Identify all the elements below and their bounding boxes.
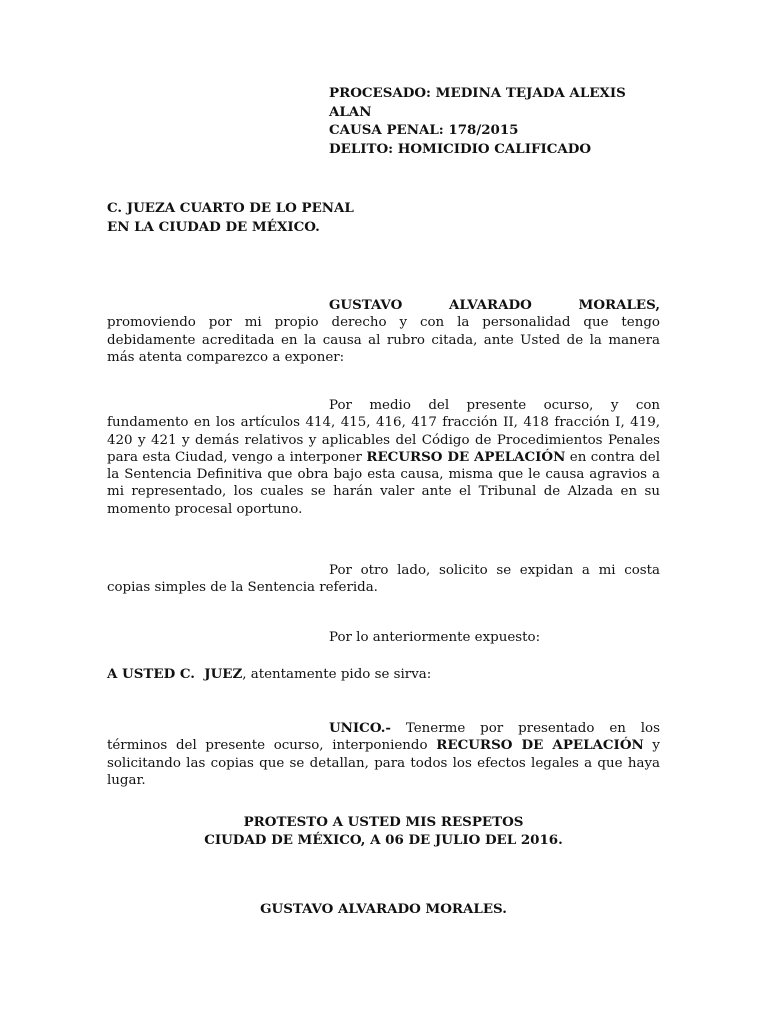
addressee-line-1: C. JUEZA CUARTO DE LO PENAL: [107, 200, 354, 216]
procesado-line: PROCESADO: MEDINA TEJADA ALEXIS: [329, 85, 626, 101]
body1-text-b: en contra del la Sentencia Definitiva que obra bajo esta causa, misma que le causa agravios a mi representado, los cuales se harán valer ante el Tribunal de Alzada en su momento procesal oportuno.: [107, 449, 660, 517]
intro-text: promoviendo por mi propio derecho y con la personalidad que tengo debidamente acreditada en la causa al rubro citada, ante Usted de la manera más atenta comparezco a exponer:: [107, 315, 660, 365]
recurso-bold-2: RECURSO DE APELACIÓN: [436, 737, 644, 754]
closing-line-2: CIUDAD DE MÉXICO, A 06 DE JULIO DEL 2016.: [204, 832, 563, 848]
body-paragraph-copias: [107, 562, 660, 597]
body-paragraph-expuesto: [329, 629, 660, 646]
unico-bold: UNICO.-: [329, 720, 391, 736]
petition-bold: A USTED C. JUEZ: [107, 666, 243, 682]
recurso-bold: RECURSO DE APELACIÓN: [366, 448, 566, 465]
addressee: [107, 199, 507, 236]
body3-text: Por lo anteriormente expuesto:: [329, 630, 541, 645]
promovente-name: [329, 297, 660, 314]
addressee-line-2: EN LA CIUDAD DE MÉXICO.: [107, 218, 320, 235]
unico-text-b: y solicitando las copias que se detallan, para todos los efectos legales a que haya lugar.: [107, 738, 660, 788]
petition-text: , atentamente pido se sirva:: [242, 667, 432, 682]
unico-text-a: Tenerme por presentado en los términos del presente ocurso, interponiendo: [107, 721, 660, 754]
unico-paragraph: [107, 720, 660, 789]
signature: [107, 900, 660, 918]
name-word: ALVARADO: [449, 297, 532, 313]
name-word: GUSTAVO: [329, 297, 403, 313]
closing: [107, 813, 660, 849]
causa-penal: CAUSA PENAL: 178/2015: [329, 122, 519, 138]
petition: [107, 666, 660, 683]
procesado-line-continued: ALAN: [329, 103, 372, 120]
body-paragraph-recurso: [107, 397, 660, 518]
body1-text-a: Por medio del presente ocurso, y con fundamento en los artículos 414, 415, 416, 417 fracción II, 418 fracción I, 419, 420 y 421 y demás relativos y aplicables del Código de Procedimientos Penales para esta Ciudad, vengo a interponer: [107, 398, 660, 465]
case-header: [329, 84, 649, 158]
body2-text: Por otro lado, solicito se expidan a mi costa copias simples de la Sentencia referida.: [107, 563, 660, 596]
intro-paragraph: [107, 297, 660, 366]
name-word: MORALES,: [578, 297, 660, 313]
signature-name: GUSTAVO ALVARADO MORALES.: [260, 901, 507, 917]
delito: DELITO: HOMICIDIO CALIFICADO: [329, 140, 592, 157]
closing-line-1: PROTESTO A USTED MIS RESPETOS: [243, 814, 524, 830]
